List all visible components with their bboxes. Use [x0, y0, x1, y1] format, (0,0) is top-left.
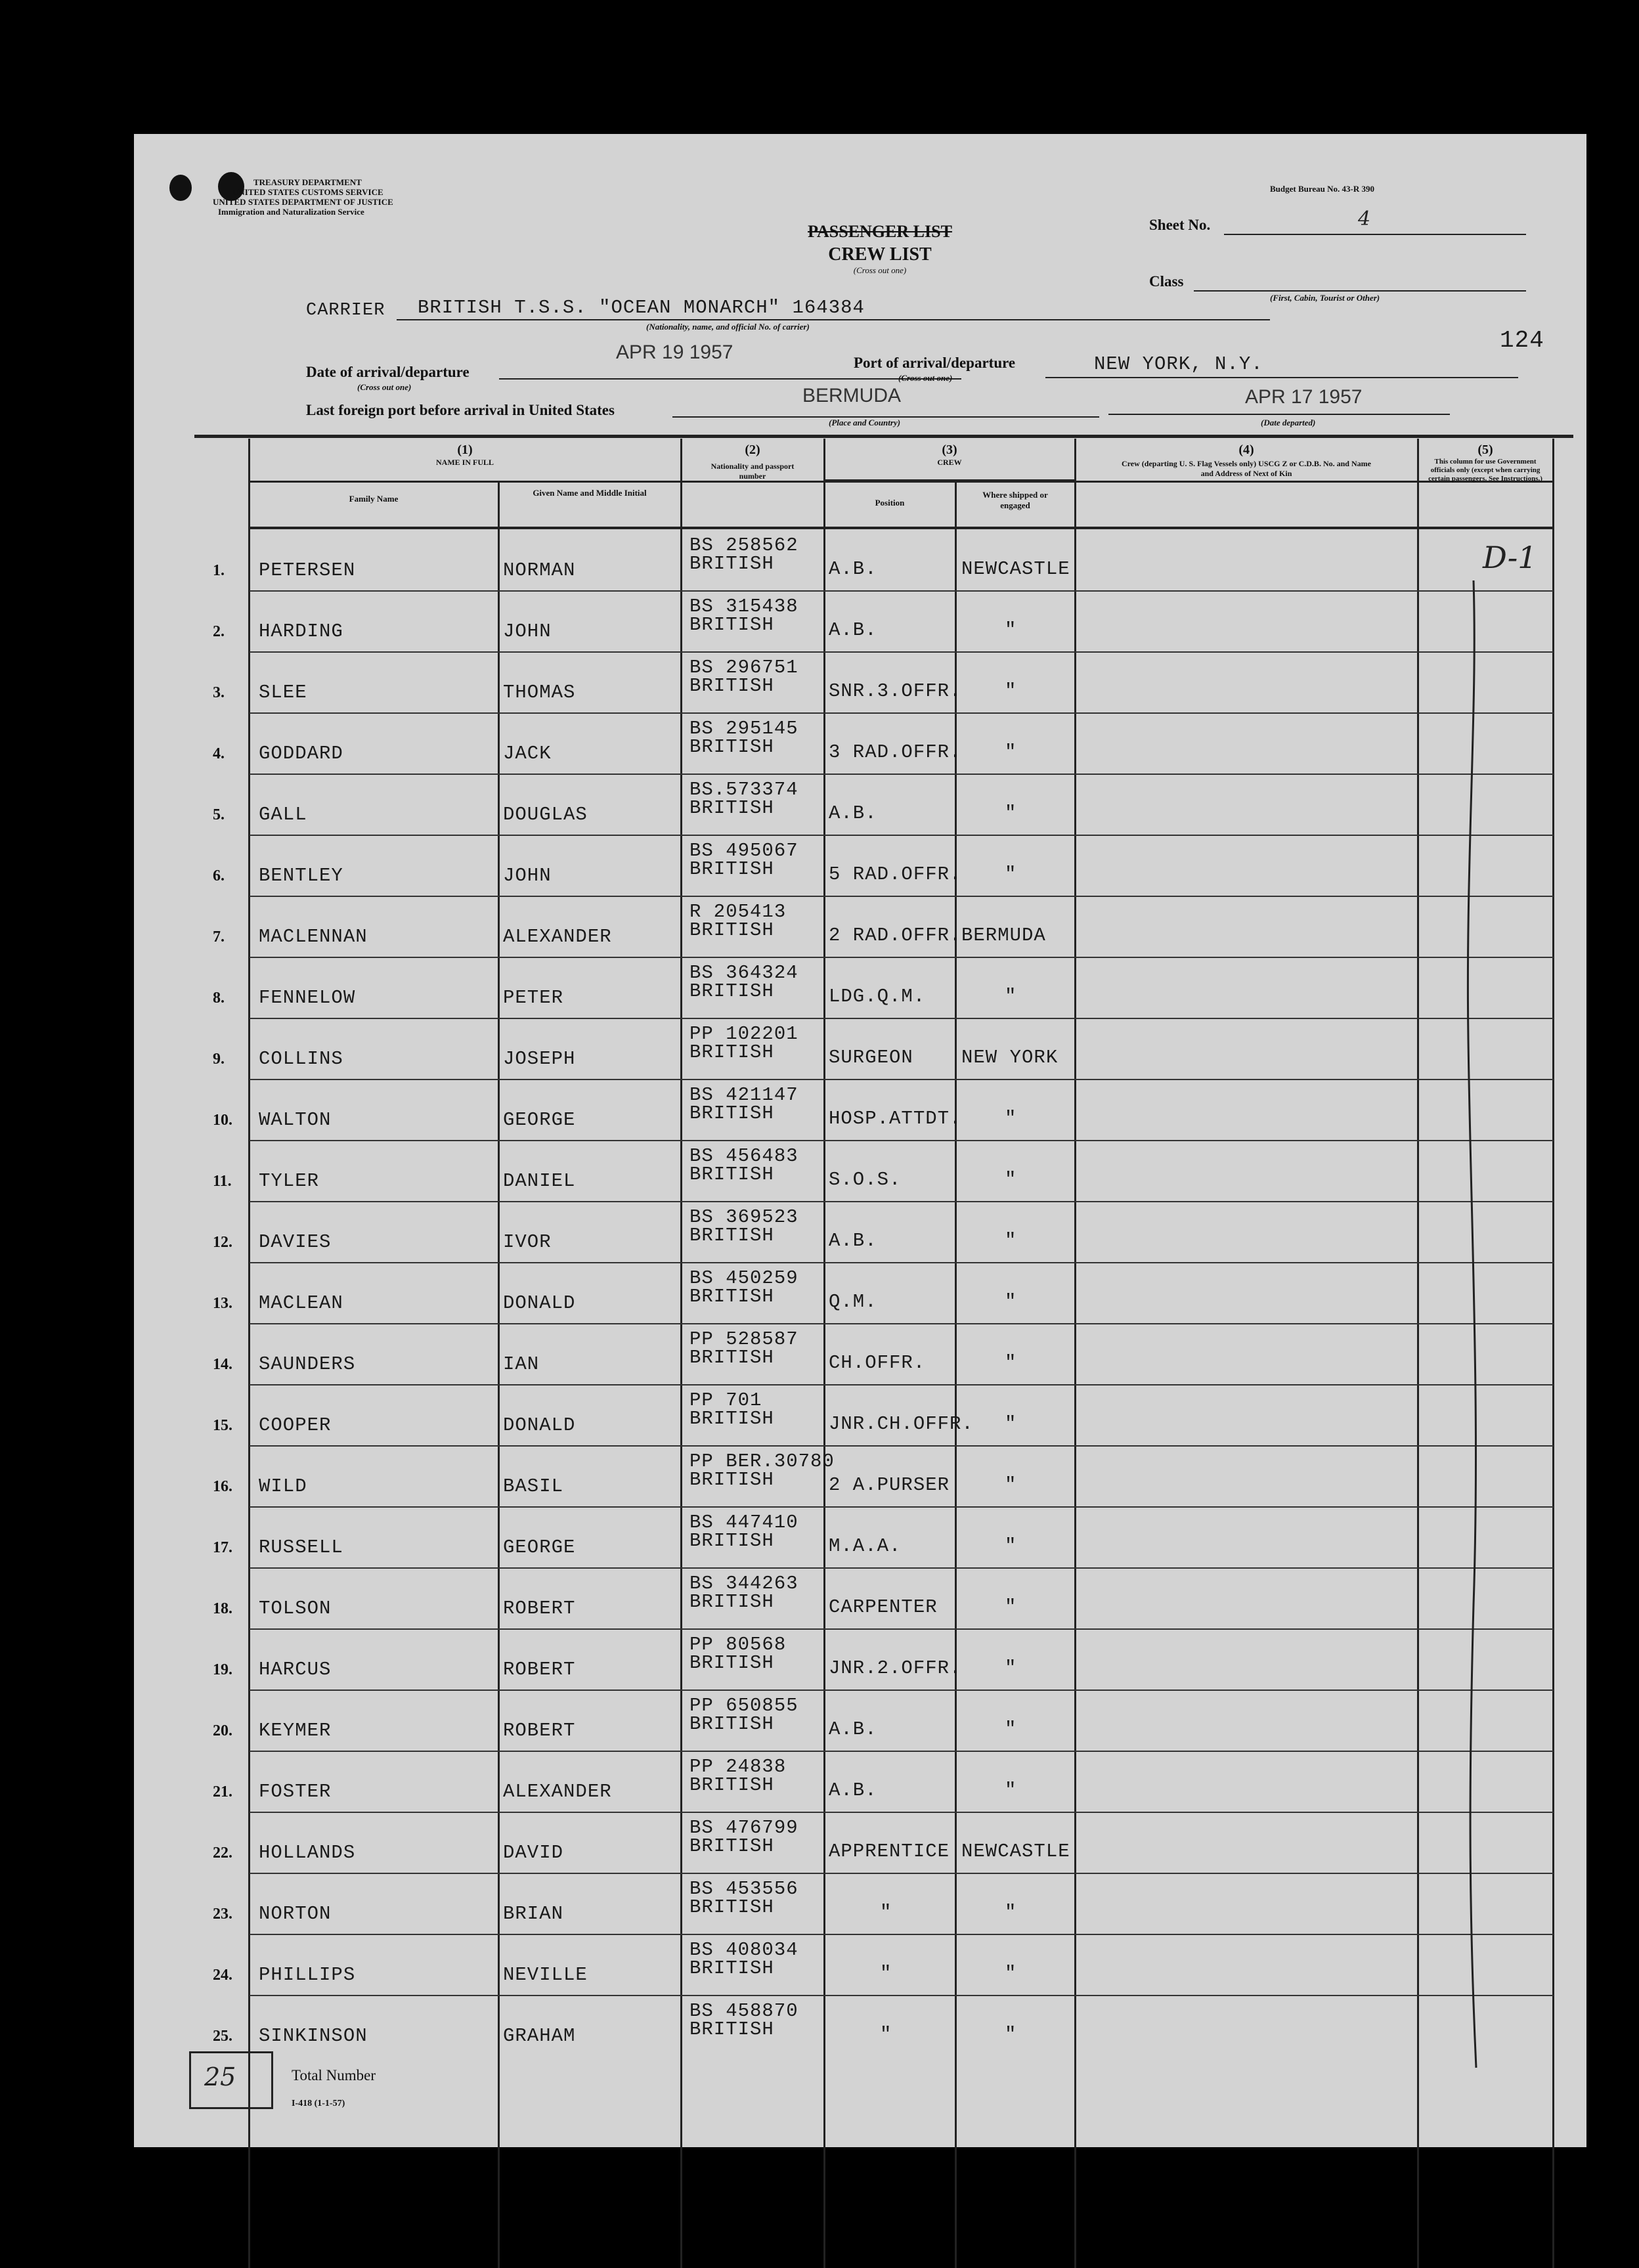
row-number: 1. — [213, 562, 225, 579]
position-cell: CARPENTER — [829, 1596, 938, 1618]
shipped-cell: " — [1005, 863, 1017, 885]
passport-cell: BS 453556 — [689, 1878, 798, 1900]
col3-number: (3) — [942, 443, 957, 457]
position-cell: " — [880, 2024, 892, 2045]
last-port-note: (Place and Country) — [829, 418, 901, 427]
passport-cell: PP 80568 — [689, 1634, 787, 1655]
table-row — [134, 1995, 1586, 2056]
nationality-cell: BRITISH — [689, 1102, 774, 1124]
shipped-cell: " — [1005, 1474, 1017, 1496]
given-name-cell: BRIAN — [503, 1903, 564, 1925]
given-name-cell: ALEXANDER — [503, 1781, 612, 1802]
shipped-cell: " — [1005, 1718, 1017, 1740]
table-row — [134, 1262, 1586, 1323]
table-row — [134, 957, 1586, 1018]
given-name-cell: IAN — [503, 1353, 540, 1375]
position-cell: LDG.Q.M. — [829, 986, 926, 1007]
position-cell: A.B. — [829, 1779, 877, 1801]
nationality-cell: BRITISH — [689, 1774, 774, 1796]
passport-cell: BS 295145 — [689, 718, 798, 739]
port-arrival-label: Port of arrival/departure — [854, 355, 1016, 371]
shipped-cell: NEWCASTLE — [961, 1841, 1070, 1862]
position-cell: APPRENTICE — [829, 1841, 950, 1862]
position-cell: SURGEON — [829, 1047, 913, 1068]
table-row — [134, 896, 1586, 957]
given-name-cell: JOHN — [503, 621, 552, 642]
family-name-cell: WILD — [259, 1475, 307, 1497]
table-row — [134, 1140, 1586, 1201]
passport-cell: BS 296751 — [689, 657, 798, 678]
row-number: 5. — [213, 806, 225, 823]
col3-header — [825, 443, 1074, 468]
nationality-cell: BRITISH — [689, 1835, 774, 1857]
passport-cell: BS 476799 — [689, 1817, 798, 1839]
shipped-cell: NEWCASTLE — [961, 558, 1070, 580]
position-cell: M.A.A. — [829, 1535, 902, 1557]
position-cell: SNR.3.OFFR. — [829, 680, 962, 702]
last-port-label: Last foreign port before arrival in United States — [306, 402, 615, 418]
position-cell: Q.M. — [829, 1291, 877, 1313]
row-number: 7. — [213, 928, 225, 946]
col2-number: (2) — [745, 443, 760, 457]
family-name-cell: HOLLANDS — [259, 1842, 356, 1864]
family-name-cell: SAUNDERS — [259, 1353, 356, 1375]
col4-number: (4) — [1238, 443, 1254, 457]
table-row — [134, 1506, 1586, 1567]
table-row — [134, 590, 1586, 651]
row-number: 10. — [213, 1112, 232, 1129]
nationality-cell: BRITISH — [689, 2018, 774, 2040]
table-row — [134, 1018, 1586, 1079]
crew-list-note: (Cross out one) — [853, 265, 907, 275]
table-row — [134, 1323, 1586, 1384]
row-number: 16. — [213, 1478, 232, 1495]
col1-header — [250, 443, 680, 468]
shipped-cell: " — [1005, 1596, 1017, 1618]
shipped-cell: " — [1005, 1535, 1017, 1557]
family-name-cell: BENTLEY — [259, 865, 343, 886]
form-title — [795, 222, 965, 276]
official-bracket-line — [1454, 580, 1493, 2071]
passport-cell: PP 650855 — [689, 1695, 798, 1716]
passport-cell: BS 369523 — [689, 1206, 798, 1228]
position-cell: 2 RAD.OFFR. — [829, 925, 962, 946]
port-arrival-value: NEW YORK, N.Y. — [1094, 353, 1263, 375]
class-note: (First, Cabin, Tourist or Other) — [1270, 293, 1380, 303]
table-row — [134, 1934, 1586, 1995]
col2-title: Nationality and passport number — [710, 462, 795, 481]
page-number: 124 — [1500, 327, 1544, 354]
total-value: 25 — [204, 2062, 236, 2091]
form-number: I-418 (1-1-57) — [292, 2099, 345, 2108]
passport-cell: PP 24838 — [689, 1756, 787, 1777]
col5-header — [1418, 443, 1552, 483]
position-cell: CH.OFFR. — [829, 1352, 926, 1374]
given-name-cell: JOHN — [503, 865, 552, 886]
row-number: 25. — [213, 2028, 232, 2045]
family-name-cell: HARDING — [259, 621, 343, 642]
agency-line-4: Immigration and Naturalization Service — [218, 207, 364, 217]
class-label: Class — [1149, 273, 1184, 290]
given-name-cell: JOSEPH — [503, 1048, 576, 1070]
table-row — [134, 1201, 1586, 1262]
family-name-cell: TOLSON — [259, 1598, 332, 1619]
crew-list-title: CREW LIST — [828, 244, 932, 265]
departed-date-note: (Date departed) — [1261, 418, 1316, 427]
shipped-cell: " — [1005, 1108, 1017, 1129]
given-name-cell: JACK — [503, 743, 552, 764]
nationality-cell: BRITISH — [689, 1469, 774, 1491]
passenger-list-struck: PASSENGER LIST — [808, 222, 952, 241]
table-row — [134, 1567, 1586, 1628]
passport-cell: PP 102201 — [689, 1023, 798, 1045]
passport-cell: BS 450259 — [689, 1267, 798, 1289]
row-number: 9. — [213, 1051, 225, 1068]
shipped-cell: " — [1005, 986, 1017, 1007]
row-number: 2. — [213, 623, 225, 640]
carrier-label: CARRIER — [306, 301, 385, 320]
row-number: 17. — [213, 1539, 232, 1556]
passport-cell: PP BER.30780 — [689, 1450, 835, 1472]
col4-title: Crew (departing U. S. Flag Vessels only) USCG Z or C.D.B. No. and Name and Address of Next of Kin — [1122, 459, 1371, 478]
passport-cell: BS 364324 — [689, 962, 798, 984]
row-number: 12. — [213, 1234, 232, 1251]
family-name-header: Family Name — [349, 494, 399, 504]
passport-cell: BS 495067 — [689, 840, 798, 861]
given-name-cell: DONALD — [503, 1292, 576, 1314]
nationality-cell: BRITISH — [689, 1164, 774, 1185]
nationality-cell: BRITISH — [689, 553, 774, 575]
position-cell: 2 A.PURSER — [829, 1474, 950, 1496]
family-name-cell: MACLENNAN — [259, 926, 368, 948]
table-row — [134, 835, 1586, 896]
nationality-cell: BRITISH — [689, 919, 774, 941]
row-number: 8. — [213, 990, 225, 1007]
family-name-cell: HARCUS — [259, 1659, 332, 1680]
nationality-cell: BRITISH — [689, 1286, 774, 1307]
nationality-cell: BRITISH — [689, 1591, 774, 1613]
arrival-date-note: (Cross out one) — [357, 382, 412, 392]
given-name-cell: BASIL — [503, 1475, 564, 1497]
row-number: 15. — [213, 1417, 232, 1434]
agency-header — [213, 177, 393, 217]
port-arrival-note: (Cross out one) — [898, 373, 953, 383]
row-number: 20. — [213, 1722, 232, 1739]
family-name-cell: MACLEAN — [259, 1292, 343, 1314]
last-port-value: BERMUDA — [802, 385, 902, 406]
passport-cell: BS 421147 — [689, 1084, 798, 1106]
row-number: 22. — [213, 1844, 232, 1862]
table-row — [134, 1690, 1586, 1751]
family-name-cell: COOPER — [259, 1414, 332, 1436]
row-number: 21. — [213, 1783, 232, 1800]
passport-cell: PP 528587 — [689, 1328, 798, 1350]
row-number: 6. — [213, 867, 225, 884]
passport-cell: BS 258562 — [689, 534, 798, 556]
shipped-cell: " — [1005, 1291, 1017, 1313]
table-row — [134, 529, 1586, 590]
sheet-no-label: Sheet No. — [1149, 217, 1211, 233]
position-cell: A.B. — [829, 1230, 877, 1252]
given-name-cell: NORMAN — [503, 559, 576, 581]
shipped-cell: " — [1005, 680, 1017, 702]
position-cell: 5 RAD.OFFR. — [829, 863, 962, 885]
position-header: Position — [875, 498, 905, 508]
shipped-cell: " — [1005, 1352, 1017, 1374]
table-row — [134, 1873, 1586, 1934]
given-name-cell: IVOR — [503, 1231, 552, 1253]
table-row — [134, 1384, 1586, 1445]
col5-number: (5) — [1477, 443, 1493, 457]
total-box — [189, 2051, 273, 2109]
table-row — [134, 1079, 1586, 1140]
table-row — [134, 1628, 1586, 1690]
family-name-cell: FENNELOW — [259, 987, 356, 1009]
family-name-cell: DAVIES — [259, 1231, 332, 1253]
position-cell: A.B. — [829, 802, 877, 824]
nationality-cell: BRITISH — [689, 1347, 774, 1368]
family-name-cell: COLLINS — [259, 1048, 343, 1070]
sheet-no-value: 4 — [1358, 207, 1371, 230]
position-cell: HOSP.ATTDT. — [829, 1108, 962, 1129]
shipped-cell: BERMUDA — [961, 925, 1046, 946]
col5-title: This column for use Government officials only (except when carrying certain passengers. See Instructions.) — [1428, 458, 1542, 483]
nationality-cell: BRITISH — [689, 797, 774, 819]
budget-bureau-number: Budget Bureau No. 43-R 390 — [1270, 184, 1375, 194]
row-number: 3. — [213, 684, 225, 701]
nationality-cell: BRITISH — [689, 1041, 774, 1063]
row-number: 13. — [213, 1295, 232, 1312]
shipped-header: Where shipped or engaged — [982, 490, 1048, 510]
given-name-cell: GRAHAM — [503, 2025, 576, 2047]
crew-list-sheet — [134, 134, 1586, 2147]
given-name-cell: ROBERT — [503, 1720, 576, 1741]
row-number: 11. — [213, 1173, 232, 1190]
given-name-cell: ROBERT — [503, 1598, 576, 1619]
departed-date-stamp: APR 17 1957 — [1245, 386, 1363, 408]
table-row — [134, 774, 1586, 835]
nationality-cell: BRITISH — [689, 858, 774, 880]
nationality-cell: BRITISH — [689, 736, 774, 758]
nationality-cell: BRITISH — [689, 1957, 774, 1979]
family-name-cell: PETERSEN — [259, 559, 356, 581]
given-name-cell: GEORGE — [503, 1537, 576, 1558]
agency-line-1: TREASURY DEPARTMENT — [253, 177, 362, 187]
shipped-cell: " — [1005, 1657, 1017, 1679]
nationality-cell: BRITISH — [689, 1408, 774, 1429]
row-number: 14. — [213, 1356, 232, 1373]
passport-cell: BS 344263 — [689, 1573, 798, 1594]
position-cell: 3 RAD.OFFR. — [829, 741, 962, 763]
shipped-cell: " — [1005, 1963, 1017, 1984]
shipped-cell: " — [1005, 802, 1017, 824]
position-cell: A.B. — [829, 558, 877, 580]
col1-title: NAME IN FULL — [435, 458, 494, 467]
shipped-cell: NEW YORK — [961, 1047, 1059, 1068]
given-name-cell: ALEXANDER — [503, 926, 612, 948]
family-name-cell: GODDARD — [259, 743, 343, 764]
nationality-cell: BRITISH — [689, 1713, 774, 1735]
nationality-cell: BRITISH — [689, 1652, 774, 1674]
col1-number: (1) — [457, 443, 473, 457]
total-label: Total Number — [292, 2067, 376, 2083]
shipped-cell: " — [1005, 619, 1017, 641]
family-name-cell: RUSSELL — [259, 1537, 343, 1558]
position-cell: JNR.2.OFFR. — [829, 1657, 962, 1679]
family-name-cell: KEYMER — [259, 1720, 332, 1741]
given-name-cell: DOUGLAS — [503, 804, 588, 825]
table-row — [134, 651, 1586, 712]
nationality-cell: BRITISH — [689, 614, 774, 636]
family-name-cell: GALL — [259, 804, 307, 825]
passport-cell: BS.573374 — [689, 779, 798, 800]
family-name-cell: SLEE — [259, 682, 307, 703]
shipped-cell: " — [1005, 1230, 1017, 1252]
family-name-cell: FOSTER — [259, 1781, 332, 1802]
passport-cell: PP 701 — [689, 1389, 762, 1411]
table-row — [134, 1445, 1586, 1506]
carrier-value: BRITISH T.S.S. "OCEAN MONARCH" 164384 — [418, 297, 865, 318]
given-name-cell: GEORGE — [503, 1109, 576, 1131]
given-name-cell: DANIEL — [503, 1170, 576, 1192]
position-cell: A.B. — [829, 619, 877, 641]
shipped-cell: " — [1005, 1413, 1017, 1435]
row-number: 24. — [213, 1967, 232, 1984]
shipped-cell: " — [1005, 741, 1017, 763]
arrival-date-stamp: APR 19 1957 — [616, 341, 733, 363]
row-number: 23. — [213, 1906, 232, 1923]
col2-header — [682, 443, 823, 481]
passport-cell: BS 408034 — [689, 1939, 798, 1961]
given-name-cell: DONALD — [503, 1414, 576, 1436]
position-cell: JNR.CH.OFFR. — [829, 1413, 974, 1435]
given-name-cell: ROBERT — [503, 1659, 576, 1680]
passport-cell: BS 447410 — [689, 1512, 798, 1533]
table-row — [134, 712, 1586, 774]
nationality-cell: BRITISH — [689, 675, 774, 697]
agency-line-3: UNITED STATES DEPARTMENT OF JUSTICE — [213, 197, 393, 207]
agency-line-2: UNITED STATES CUSTOMS SERVICE — [232, 187, 383, 197]
position-cell: A.B. — [829, 1718, 877, 1740]
given-name-header: Given Name and Middle Initial — [533, 488, 647, 498]
shipped-cell: " — [1005, 1779, 1017, 1801]
given-name-cell: NEVILLE — [503, 1964, 588, 1986]
position-cell: S.O.S. — [829, 1169, 902, 1190]
given-name-cell: DAVID — [503, 1842, 564, 1864]
nationality-cell: BRITISH — [689, 1530, 774, 1552]
shipped-cell: " — [1005, 1902, 1017, 1923]
family-name-cell: PHILLIPS — [259, 1964, 356, 1986]
passport-cell: BS 315438 — [689, 596, 798, 617]
table-row — [134, 1812, 1586, 1873]
nationality-cell: BRITISH — [689, 980, 774, 1002]
given-name-cell: PETER — [503, 987, 564, 1009]
col3-title: CREW — [937, 458, 962, 467]
col4-header — [1076, 443, 1417, 479]
family-name-cell: WALTON — [259, 1109, 332, 1131]
row-number: 19. — [213, 1661, 232, 1678]
table-row — [134, 1751, 1586, 1812]
shipped-cell: " — [1005, 1169, 1017, 1190]
official-mark: D-1 — [1483, 540, 1537, 575]
row-number: 18. — [213, 1600, 232, 1617]
passport-cell: BS 458870 — [689, 2000, 798, 2022]
given-name-cell: THOMAS — [503, 682, 576, 703]
shipped-cell: " — [1005, 2024, 1017, 2045]
passport-cell: R 205413 — [689, 901, 787, 923]
ink-blot-icon — [169, 175, 192, 201]
arrival-date-label: Date of arrival/departure — [306, 364, 470, 380]
family-name-cell: TYLER — [259, 1170, 320, 1192]
position-cell: " — [880, 1963, 892, 1984]
family-name-cell: NORTON — [259, 1903, 332, 1925]
passport-cell: BS 456483 — [689, 1145, 798, 1167]
nationality-cell: BRITISH — [689, 1896, 774, 1918]
family-name-cell: SINKINSON — [259, 2025, 368, 2047]
position-cell: " — [880, 1902, 892, 1923]
row-number: 4. — [213, 745, 225, 762]
carrier-note: (Nationality, name, and official No. of carrier) — [646, 322, 810, 332]
nationality-cell: BRITISH — [689, 1225, 774, 1246]
